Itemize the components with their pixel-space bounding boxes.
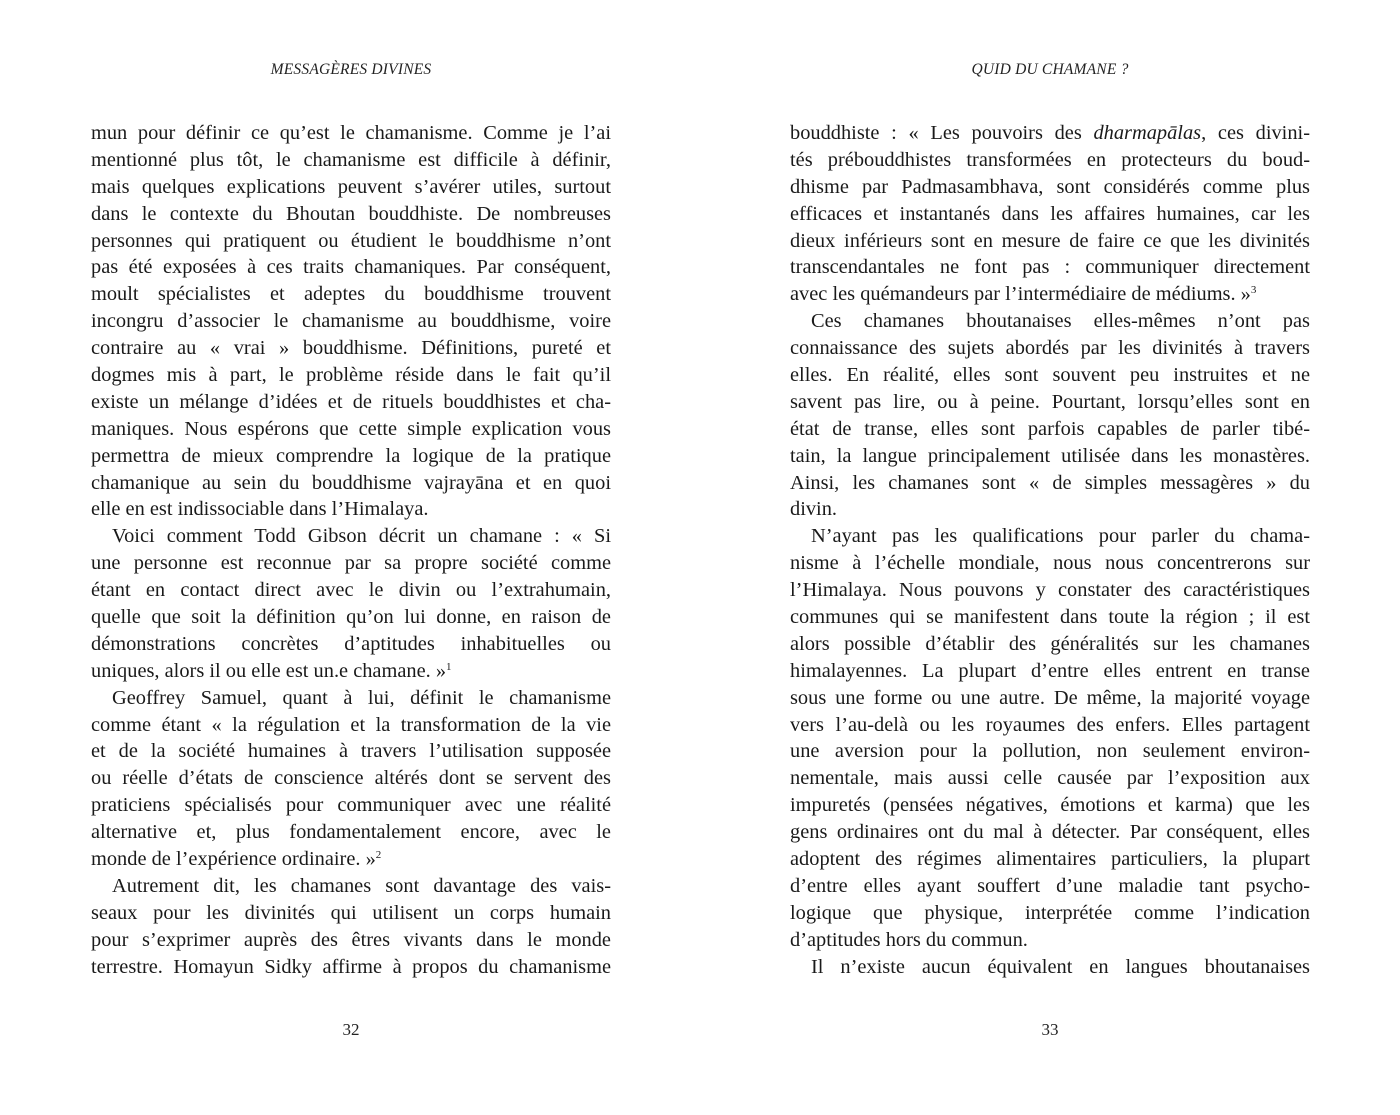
paragraph-start-line: Geoffrey Samuel, quant à lui, définit le chamanisme: [112, 686, 611, 709]
text-line: existe un mélange d’idées et de rituels bouddhistes et cha-: [91, 390, 611, 413]
text-line: mais quelques explications peuvent s’avérer utiles, surtout: [91, 175, 611, 198]
line-text: uniques, alors il ou elle est un.e chamane. »: [91, 659, 447, 682]
text-line: démonstrations concrètes d’aptitudes inhabituelles ou: [91, 632, 611, 655]
text-line: ou réelle d’états de conscience altérés dont se servent des: [91, 767, 611, 790]
right-page-body: [790, 120, 1310, 981]
paragraph-start-line: Il n’existe aucun équivalent en langues bhoutanaises: [811, 955, 1310, 978]
text-line-with-footnote: [91, 846, 611, 873]
text-line: une personne est reconnue par sa propre société comme: [91, 552, 611, 575]
text-line: dieux inférieurs sont en mesure de faire ce que les divinités: [790, 229, 1310, 252]
text-line: comme étant « la régulation et la transformation de la vie: [91, 713, 611, 736]
text-line: chamanique au sein du bouddhisme vajrayāna et en quoi: [91, 471, 611, 494]
text-line: contraire au « vrai » bouddhisme. Définitions, pureté et: [91, 337, 611, 360]
text-line: praticiens spécialisés pour communiquer avec une réalité: [91, 794, 611, 817]
text-line: quelle que soit la définition qu’on lui donne, en raison de: [91, 606, 611, 629]
text-line: alternative et, plus fondamentalement encore, avec le: [91, 821, 611, 844]
text-line: adoptent des régimes alimentaires particuliers, la plupart: [790, 848, 1310, 871]
running-head-left: MESSAGÈRES DIVINES: [270, 61, 432, 78]
text-line: nementale, mais aussi celle causée par l’exposition aux: [790, 767, 1310, 790]
italic-term: dharmapālas: [1093, 122, 1202, 144]
text-line: tés prébouddhistes transformées en protecteurs du boud-: [790, 148, 1310, 171]
text-line: dhisme par Padmasambhava, sont considérés comme plus: [790, 175, 1310, 198]
text-line: terrestre. Homayun Sidky affirme à propos du chamanisme: [91, 955, 611, 978]
text-line: maniques. Nous espérons que cette simple explication vous: [91, 417, 611, 440]
text-line: dans le contexte du Bhoutan bouddhiste. De nombreuses: [91, 202, 611, 225]
text-line: Ainsi, les chamanes sont « de simples messagères » du: [790, 471, 1310, 494]
text-line: seaux pour les divinités qui utilisent un corps humain: [91, 901, 611, 924]
line-text: monde de l’expérience ordinaire. »: [91, 848, 376, 871]
text-line: elles. En réalité, elles sont souvent peu instruites et ne: [790, 364, 1310, 387]
page-number-left: 32: [342, 1020, 360, 1039]
text-line: gens ordinaires ont du mal à détecter. Par conséquent, elles: [790, 821, 1310, 844]
text-line: dogmes mis à part, le problème réside dans le fait qu’il: [91, 364, 611, 387]
text-line: d’aptitudes hors du commun.: [790, 928, 1028, 951]
text-line: une aversion pour la pollution, non seulement environ-: [790, 740, 1310, 763]
right-page: [790, 0, 1310, 1115]
paragraph-start-line: Voici comment Todd Gibson décrit un chamane : « Si: [112, 525, 611, 548]
running-head-right: QUID DU CHAMANE ?: [971, 61, 1129, 78]
text-line: mentionné plus tôt, le chamanisme est difficile à définir,: [91, 148, 611, 171]
paragraph-start-line: N’ayant pas les qualifications pour parler du chama-: [811, 525, 1310, 548]
text-line: tain, la langue principalement utilisée dans les monastères.: [790, 444, 1310, 467]
text-line: pas été exposées à ces traits chamaniques. Par conséquent,: [91, 256, 611, 279]
text-line: impuretés (pensées négatives, émotions et karma) que les: [790, 794, 1310, 817]
text-line: d’entre elles ayant souffert d’une maladie tant psycho-: [790, 874, 1310, 897]
text-line: efficaces et instantanés dans les affaires humaines, car les: [790, 202, 1310, 225]
text-line-with-footnote: [790, 281, 1310, 308]
left-page-body: [91, 120, 611, 981]
text-line: et de la société humaines à travers l’utilisation supposée: [91, 740, 611, 763]
line-text: bouddhiste : « Les pouvoirs des: [790, 122, 1094, 144]
text-line: communes qui se manifestent dans toute la région ; il est: [790, 606, 1310, 629]
page-number-right: 33: [1041, 1020, 1059, 1039]
text-line: sous une forme ou une autre. De même, la majorité voyage: [790, 686, 1310, 709]
text-line: logique que physique, interprétée comme l’indication: [790, 901, 1310, 924]
text-line: alors possible d’établir des généralités sur les chamanes: [790, 632, 1310, 655]
paragraph-start-line: Ces chamanes bhoutanaises elles-mêmes n’ont pas: [811, 310, 1310, 333]
footnote-marker[interactable]: 1: [446, 660, 452, 673]
footnote-marker[interactable]: 2: [375, 849, 382, 862]
text-line: permettra de mieux comprendre la logique de la pratique: [91, 444, 611, 467]
text-line: l’Himalaya. Nous pouvons y constater des caractéristiques: [790, 579, 1310, 602]
line-text: avec les quémandeurs par l’intermédiaire de médiums. »: [790, 283, 1251, 306]
text-line-with-footnote: [91, 658, 611, 685]
text-line: elle en est indissociable dans l’Himalaya.: [91, 498, 429, 521]
footnote-marker[interactable]: 3: [1250, 284, 1257, 297]
text-line: nisme à l’échelle mondiale, nous nous concentrerons sur: [790, 552, 1310, 575]
text-line: vers l’au-delà ou les royaumes des enfers. Elles partagent: [790, 713, 1310, 736]
text-line: moult spécialistes et adeptes du bouddhisme trouvent: [91, 283, 611, 306]
text-line: pour s’exprimer auprès des êtres vivants dans le monde: [91, 928, 611, 951]
text-line: himalayennes. La plupart d’entre elles entrent en transe: [790, 659, 1310, 682]
text-line: mun pour définir ce qu’est le chamanisme. Comme je l’ai: [91, 122, 611, 144]
text-line: connaissance des sujets abordés par les divinités à travers: [790, 337, 1310, 360]
text-line: étant en contact direct avec le divin ou l’extrahumain,: [91, 579, 611, 602]
left-page: [91, 0, 611, 1115]
text-line-with-italic: [790, 120, 1310, 147]
text-line: état de transe, elles sont parfois capables de parler tibé-: [790, 417, 1310, 440]
text-line: savent pas lire, ou à peine. Pourtant, lorsqu’elles sont en: [790, 390, 1310, 413]
text-line: incongru d’associer le chamanisme au bouddhisme, voire: [91, 310, 611, 333]
text-line: personnes qui pratiquent ou étudient le bouddhisme n’ont: [91, 229, 611, 252]
text-line: transcendantales ne font pas : communiquer directement: [790, 256, 1310, 279]
text-line: divin.: [790, 498, 838, 521]
paragraph-start-line: Autrement dit, les chamanes sont davantage des vais-: [112, 874, 611, 897]
line-text: , ces divini-: [1201, 122, 1310, 144]
